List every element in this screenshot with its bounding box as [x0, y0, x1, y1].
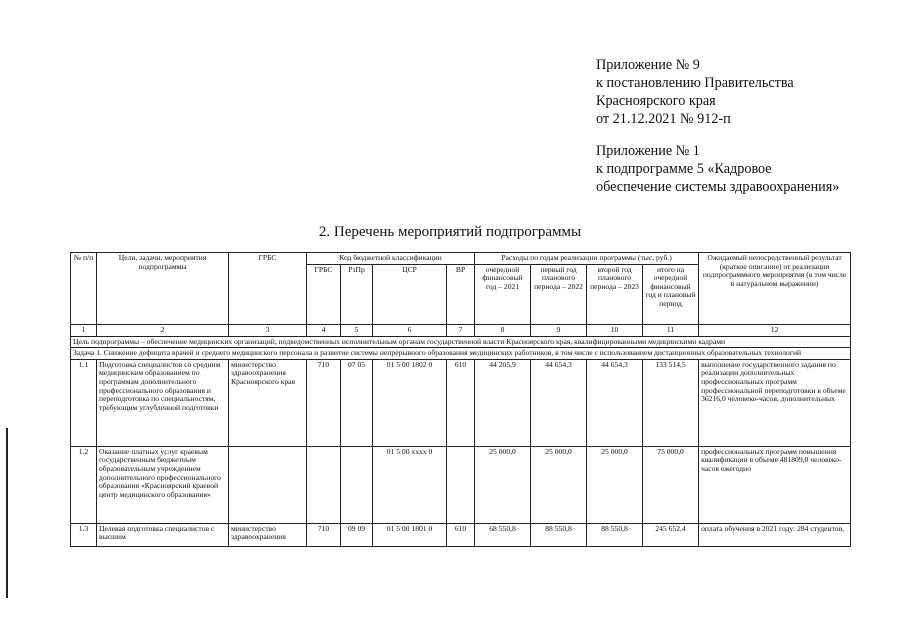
activities-table: [70, 252, 851, 547]
header-row: [71, 253, 851, 265]
task-text: Задача 1. Снижение дефицита врачей и среднего медицинского персонала и развитие системы непрерывного образования медицинских работников, в том числе с использованием дистанционных образовательных технологий: [71, 348, 851, 360]
row-csr: 01 5 00 1802 0: [373, 359, 447, 446]
row-grbs: министерство здравоохранения: [229, 523, 307, 546]
header-exp-2023: второй год планового периода – 2023: [587, 264, 643, 324]
header-code-grbs: ГРБС: [307, 264, 341, 324]
header-expenses-group: Расходы по годам реализации программы (тыс. руб.): [475, 253, 699, 265]
row-2023: 25 000,0: [587, 446, 643, 523]
row-number: 1.1: [71, 359, 97, 446]
row-number: 1.3: [71, 523, 97, 546]
row-total: 245 652,4: [643, 523, 699, 546]
column-number: 7: [447, 324, 475, 336]
row-code-grbs: [307, 446, 341, 523]
header-code-rzpr: РзПр: [341, 264, 373, 324]
appendix-9-block: [596, 56, 794, 128]
row-grbs: [229, 446, 307, 523]
row-result: профессиональных программ повышения квалификации в объеме 481809,0 человеко-часов ежегодно: [699, 446, 851, 523]
row-rzpr: 09 09: [341, 523, 373, 546]
row-vr: [447, 446, 475, 523]
header-exp-2021: очередной финансовый год – 2021: [475, 264, 531, 324]
appendix-1-line: Приложение № 1: [596, 143, 700, 159]
row-2023: 88 550,8: [587, 523, 643, 546]
row-2021: 44 205,9: [475, 359, 531, 446]
section-heading: 2. Перечень мероприятий подпрограммы: [318, 224, 582, 240]
appendix-1-block: [596, 142, 839, 196]
margin-line: [6, 428, 8, 598]
row-2021: 25 000,0: [475, 446, 531, 523]
row-total: 75 000,0: [643, 446, 699, 523]
row-number: 1.2: [71, 446, 97, 523]
row-code-grbs: 710: [307, 359, 341, 446]
header-code-csr: ЦСР: [373, 264, 447, 324]
goal-row: [71, 336, 851, 348]
appendix-1-line: обеспечение системы здравоохранения»: [596, 179, 840, 195]
appendix-9-line: от 21.12.2021 № 912-п: [596, 111, 731, 127]
row-2022: 44 654,3: [531, 359, 587, 446]
header-exp-2022: первый год планового периода – 2022: [531, 264, 587, 324]
row-csr: 01 5 00 1801 0: [373, 523, 447, 546]
column-number: 1: [71, 324, 97, 336]
appendix-1-line: к подпрограмме 5 «Кадровое: [596, 161, 772, 177]
header-code-group: Код бюджетной классификации: [307, 253, 475, 265]
row-code-grbs: 710: [307, 523, 341, 546]
row-grbs: министерство здравоохранения Красноярского края: [229, 359, 307, 446]
column-number: 11: [643, 324, 699, 336]
column-number: 5: [341, 324, 373, 336]
row-2021: 68 550,8: [475, 523, 531, 546]
table-row: [71, 359, 851, 446]
row-rzpr: 07 05: [341, 359, 373, 446]
column-number: 2: [97, 324, 229, 336]
header-goals: Цели, задачи, мероприятия подпрограммы: [97, 253, 229, 325]
row-activity: Целевая подготовка специалистов с высшим: [97, 523, 229, 546]
row-rzpr: [341, 446, 373, 523]
row-result: оплата обучения в 2021 году: 284 студентов,: [699, 523, 851, 546]
row-2023: 44 654,3: [587, 359, 643, 446]
appendix-9-line: Красноярского края: [596, 93, 716, 109]
row-vr: 610: [447, 359, 475, 446]
column-number: 6: [373, 324, 447, 336]
goal-text: Цель подпрограммы – обеспечение медицинских организаций, подведомственных исполнительным органам государственной власти Красноярского края, квалифицированными медицинскими кадрами: [71, 336, 851, 348]
appendix-9-line: к постановлению Правительства: [596, 75, 794, 91]
task-row: [71, 348, 851, 360]
column-number: 8: [475, 324, 531, 336]
column-number: 10: [587, 324, 643, 336]
row-csr: 01 5 00 xxxx 0: [373, 446, 447, 523]
row-activity: Оказание платных услуг краевым государственным бюджетным образовательным учреждением дополнительного профессионального образования «Красноярский краевой центр медицинского образования»: [97, 446, 229, 523]
column-number: 4: [307, 324, 341, 336]
table-row: [71, 523, 851, 546]
row-vr: 610: [447, 523, 475, 546]
column-number: 12: [699, 324, 851, 336]
row-activity: Подготовка специалистов со средним медицинским образованием по программам дополнительного профессионального образования и переподготовка по специальностям, требующим углубленной подготовки: [97, 359, 229, 446]
column-number-row: [71, 324, 851, 336]
header-exp-total: итого на очередной финансовый год и плановый период: [643, 264, 699, 324]
header-no: № п/п: [71, 253, 97, 325]
row-result: выполнение государственного задания по реализации дополнительных профессиональных программ профессиональной переподготовки в объеме 36216,0 человеко-часов, дополнительных: [699, 359, 851, 446]
row-2022: 25 000,0: [531, 446, 587, 523]
header-code-vr: ВР: [447, 264, 475, 324]
table-row: [71, 446, 851, 523]
header-result: Ожидаемый непосредственный результат (краткое описание) от реализации подпрограммного мероприятия (в том числе в натуральном выражении): [699, 253, 851, 325]
row-total: 133 514,5: [643, 359, 699, 446]
header-grbs: ГРБС: [229, 253, 307, 325]
column-number: 3: [229, 324, 307, 336]
appendix-9-line: Приложение № 9: [596, 57, 700, 73]
row-2022: 88 550,8: [531, 523, 587, 546]
column-number: 9: [531, 324, 587, 336]
